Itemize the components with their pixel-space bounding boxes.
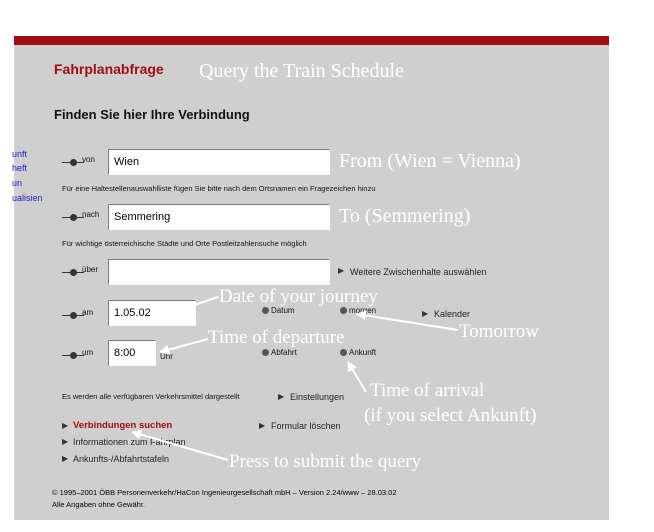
sidebar-link-2[interactable]: heft [12, 163, 28, 173]
page-subtitle: Finden Sie hier Ihre Verbindung [54, 107, 250, 122]
page-title: Fahrplanabfrage [54, 61, 164, 77]
to-label: nach [82, 210, 100, 219]
calendar-arrow-icon: ▶ [422, 309, 429, 318]
annotation-from: From (Wien = Vienna) [339, 150, 521, 172]
arrow-tomorrow [357, 314, 458, 330]
clear-arrow-icon: ▶ [259, 421, 266, 430]
arrow-departure [160, 339, 208, 352]
annotation-title: Query the Train Schedule [199, 60, 404, 82]
settings-arrow-icon: ▶ [278, 392, 285, 401]
annotation-tomorrow: Tomorrow [459, 321, 539, 342]
arrivals-departures-link[interactable]: Ankunfts-/Abfahrtstafeln [73, 454, 170, 464]
date-label: am [82, 308, 94, 317]
via-more-link[interactable]: Weitere Zwischenhalte auswählen [350, 267, 487, 277]
arrow-date [168, 297, 218, 314]
search-connections-button[interactable]: Verbindungen suchen [73, 420, 173, 431]
time-unit: Uhr [160, 352, 173, 361]
annotation-submit: Press to submit the query [229, 451, 422, 472]
date-option-datum: Datum [271, 306, 295, 315]
time-option-abfahrt: Abfahrt [271, 348, 297, 357]
search-arrow-icon: ▶ [62, 421, 69, 430]
to-hint: Für wichtige österreichische Städte und Orte Postleitzahlensuche möglich [62, 239, 307, 248]
annotation-to: To (Semmering) [339, 205, 471, 227]
from-hint: Für eine Haltestellenauswahlliste fügen Sie bitte nach dem Ortsnamen ein Fragezeichen hinzu [62, 184, 376, 193]
time-option-ankunft: Ankunft [349, 348, 377, 357]
arrow-submit [132, 432, 228, 460]
schedule-info-link[interactable]: Informationen zum Fahrplan [73, 437, 186, 447]
calendar-link[interactable]: Kalender [434, 309, 471, 319]
via-more-arrow-icon: ▶ [338, 266, 345, 275]
info-arrow-icon: ▶ [62, 437, 69, 446]
clear-form-button[interactable]: Formular löschen [271, 421, 341, 431]
date-option-morgen: morgen [349, 306, 377, 315]
settings-link[interactable]: Einstellungen [290, 392, 345, 402]
settings-note: Es werden alle verfügbaren Verkehrsmittel dargestellt [62, 392, 240, 401]
via-label: über [82, 265, 99, 274]
annotation-arrival-2: (if you select Ankunft) [364, 405, 537, 426]
footer-disclaimer: Alle Angaben ohne Gewähr. [52, 500, 145, 509]
annotation-arrival-1: Time of arrival [370, 380, 485, 401]
footer-copyright: © 1995–2001 ÖBB Personenverkehr/HaCon Ingenieurgesellschaft mbH – Version 2.24/www – 28.03.02 [52, 488, 397, 497]
time-label: um [82, 348, 94, 357]
arrow-arrival [348, 362, 366, 392]
arrivals-arrow-icon: ▶ [62, 454, 69, 463]
from-label: von [82, 155, 95, 164]
annotation-departure: Time of departure [208, 327, 345, 348]
sidebar-link-4[interactable]: ualisien [12, 193, 43, 203]
sidebar-link-3[interactable]: un [12, 178, 23, 188]
sidebar-link-1[interactable]: unft [12, 149, 28, 159]
annotation-date: Date of your journey [219, 286, 378, 307]
